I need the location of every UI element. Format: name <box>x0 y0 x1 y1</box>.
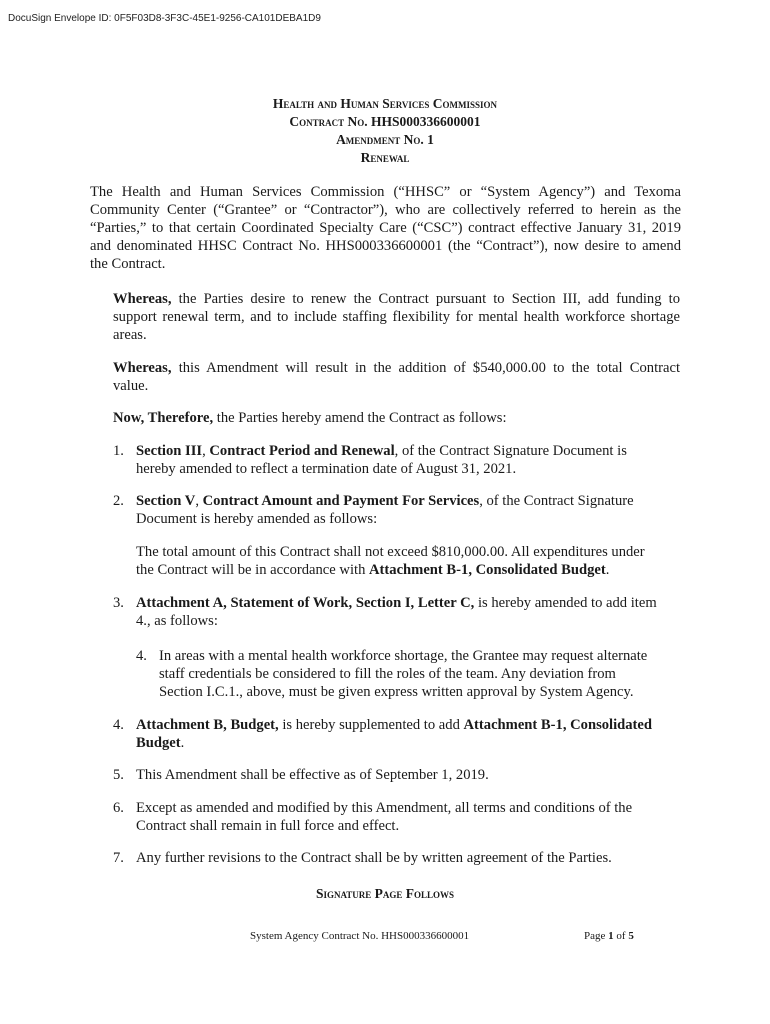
sub-item-number: 4. <box>136 648 147 664</box>
header-contract-no: Contract No. HHS000336600001 <box>289 114 481 129</box>
whereas-paragraph-2 <box>113 359 680 395</box>
intro-line: Community Center (“Grantee” or “Contractor”), who are collectively referred to herein as the <box>90 202 681 218</box>
item-number: 1. <box>113 443 124 459</box>
item-bold: Attachment B, Budget, <box>136 717 279 733</box>
intro-line: and denominated HHSC Contract No. HHS000336600001 (the “Contract”), now desire to amend <box>90 238 681 254</box>
item-text-part: , of the Contract Signature <box>479 493 634 509</box>
sub-item-line: Section I.C.1., above, must be given express written approval by System Agency. <box>159 684 634 700</box>
document-header <box>0 95 770 167</box>
total-amount-line <box>136 561 681 579</box>
item-number: 6. <box>113 800 124 816</box>
now-therefore-paragraph <box>113 409 680 427</box>
item-bold: Section V <box>136 493 196 509</box>
item-number: 2. <box>113 493 124 509</box>
item-bold: Attachment B-1, Consolidated <box>463 717 653 733</box>
item-text <box>136 799 632 835</box>
item-text-part: , of the Contract Signature Document is <box>394 443 627 459</box>
intro-line: The Health and Human Services Commission (“HHSC” or “System Agency”) and Texoma <box>90 184 681 200</box>
total-amount-text: the Contract will be in accordance with <box>136 562 370 578</box>
whereas2-line <box>113 359 680 377</box>
total-amount-paragraph <box>136 543 681 579</box>
item-line: Document is hereby amended as follows: <box>136 511 378 527</box>
list-item-7 <box>113 849 683 867</box>
whereas-paragraph-1 <box>113 290 680 344</box>
page-label: Page <box>584 930 609 942</box>
item-bold: Budget <box>136 735 181 751</box>
item-text <box>136 594 657 630</box>
footer-contract-no: System Agency Contract No. HHS000336600001 <box>250 930 470 942</box>
now-therefore-text: the Parties hereby amend the Contract as follows: <box>213 410 507 426</box>
item-text: Any further revisions to the Contract shall be by written agreement of the Parties. <box>136 850 612 866</box>
list-item-4 <box>113 716 683 752</box>
footer-page-number <box>584 930 634 942</box>
item-text <box>136 442 627 478</box>
total-amount-line: The total amount of this Contract shall not exceed $810,000.00. All expenditures under <box>136 544 645 560</box>
intro-line: “Parties,” to that certain Coordinated Specialty Care (“CSC”) contract effective January 31, 2019 <box>90 220 681 236</box>
whereas2-bold: Whereas, <box>113 360 172 376</box>
sub-item-text <box>159 647 647 701</box>
page-total: 5 <box>628 930 634 942</box>
item-text-part: . <box>180 735 185 751</box>
header-renewal: Renewal <box>360 150 410 165</box>
item-line: Except as amended and modified by this Amendment, all terms and conditions of the <box>136 800 633 816</box>
item-bold: Section III <box>136 443 203 459</box>
item-text-part: is hereby supplemented to add <box>278 717 464 733</box>
item-text-part: is hereby amended to add item <box>474 595 657 611</box>
item-number: 4. <box>113 717 124 733</box>
whereas1-line: support renewal term, and to include staffing flexibility for mental health workforce shortage <box>113 309 680 325</box>
total-amount-text: . <box>605 562 610 578</box>
total-amount-bold: Attachment B-1, Consolidated Budget <box>369 562 606 578</box>
now-therefore-bold: Now, Therefore, <box>113 410 214 426</box>
item-bold: Contract Period and Renewal <box>209 443 395 459</box>
sub-item-line: staff credentials be considered to fill the roles of the team. Any deviation from <box>159 666 616 682</box>
item-number: 7. <box>113 850 124 866</box>
item-text-part: , <box>195 493 203 509</box>
list-item-5 <box>113 766 683 784</box>
item-number: 5. <box>113 767 124 783</box>
list-item-2 <box>113 492 683 528</box>
item-text: This Amendment shall be effective as of September 1, 2019. <box>136 767 489 783</box>
whereas1-bold: Whereas, <box>113 291 172 307</box>
item-text-part: , <box>202 443 210 459</box>
item-number: 3. <box>113 595 124 611</box>
signature-page-follows: Signature Page Follows <box>315 886 455 901</box>
header-agency: Health and Human Services Commission <box>272 96 498 111</box>
header-amendment-no: Amendment No. 1 <box>336 132 434 147</box>
item-line: Contract shall remain in full force and effect. <box>136 818 400 834</box>
list-item-6 <box>113 799 683 835</box>
intro-line: the Contract. <box>90 256 166 272</box>
intro-paragraph <box>90 183 681 273</box>
envelope-id: DocuSign Envelope ID: 0F5F03D8-3F3C-45E1-9256-CA101DEBA1D9 <box>8 13 321 24</box>
whereas2-text: this Amendment will result in the addition of $540,000.00 to the total Contract <box>171 360 680 376</box>
sub-item-4 <box>136 647 686 701</box>
whereas1-text: the Parties desire to renew the Contract pursuant to Section III, add funding to <box>171 291 680 307</box>
list-item-3 <box>113 594 683 630</box>
whereas1-line: areas. <box>113 327 147 343</box>
whereas1-line <box>113 290 680 308</box>
sub-item-line: In areas with a mental health workforce shortage, the Grantee may request alternate <box>159 648 648 664</box>
page-of-label: of <box>613 930 629 942</box>
item-text <box>136 716 652 752</box>
item-line: hereby amended to reflect a termination date of August 31, 2021. <box>136 461 517 477</box>
item-text <box>136 492 634 528</box>
whereas2-line: value. <box>113 378 149 394</box>
item-bold: Attachment A, Statement of Work, Section I, Letter C, <box>136 595 475 611</box>
item-line: 4., as follows: <box>136 613 218 629</box>
page-current: 1 <box>608 930 614 942</box>
item-bold: Contract Amount and Payment For Services <box>202 493 480 509</box>
list-item-1 <box>113 442 683 478</box>
